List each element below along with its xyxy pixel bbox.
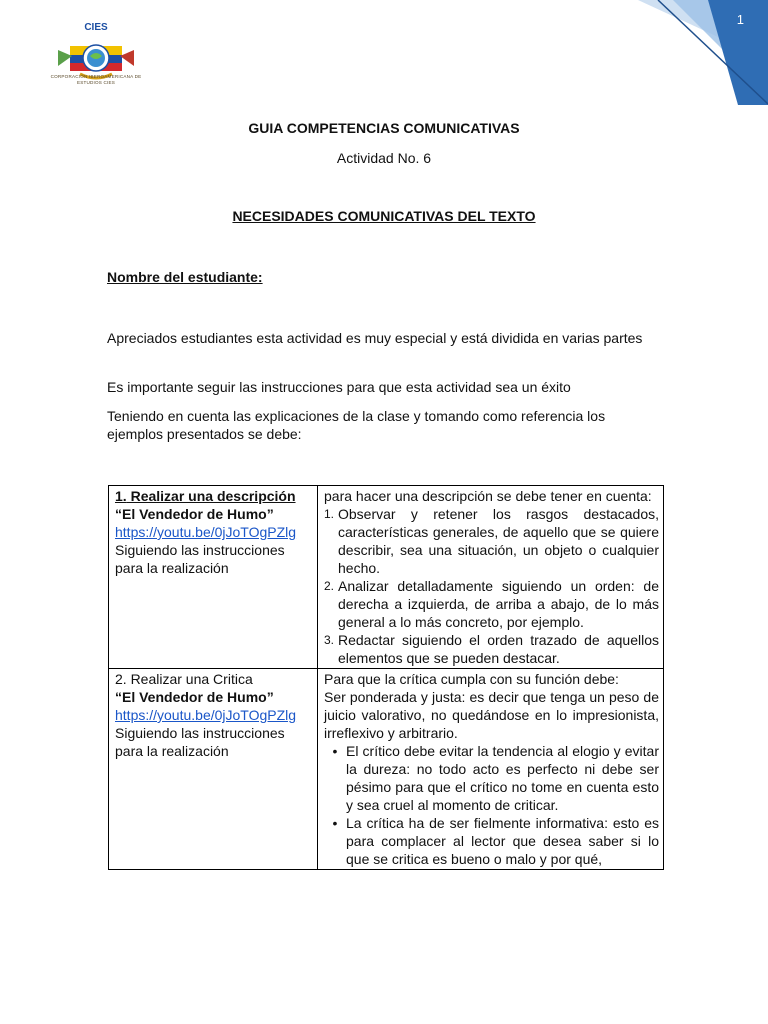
list-item: 1. Observar y retener los rasgos destacados, características generales, de aquello que se quiere describir, sea una situación, un objeto o cualquier hecho.: [324, 506, 659, 576]
corner-decoration: [618, 0, 768, 105]
intro-paragraph: Apreciados estudiantes esta actividad es muy especial y está dividida en varias partes: [107, 330, 643, 346]
task-title: Realizar una descripción: [126, 488, 296, 504]
activity-number: Actividad No. 6: [336, 150, 432, 166]
logo-text: CIES: [84, 22, 108, 33]
task-instructions: Siguiendo las instrucciones para la realización: [115, 542, 285, 576]
guidance-intro: para hacer una descripción se debe tener en cuenta:: [324, 488, 652, 504]
bullet-icon: •: [332, 743, 338, 759]
video-link[interactable]: https://youtu.be/0jJoTOgPZlg: [115, 707, 297, 723]
guidance-intro: Para que la crítica cumpla con su función debe:: [324, 671, 619, 687]
logo-caption: CORPORACIÓN IBEROAMERICANA DE ESTUDIOS CIES: [50, 74, 142, 85]
list-item: 3. Redactar siguiendo el orden trazado de aquellos elementos que se pueden destacar.: [324, 632, 659, 666]
list-item: 2. Analizar detalladamente siguiendo un orden: de derecha a izquierda, de arriba a abajo, de lo más general a lo más concreto, por ejemplo.: [324, 578, 659, 630]
task-cell: [109, 486, 318, 669]
table-row: [109, 486, 664, 669]
guidance-cell: [318, 486, 664, 669]
task-title: 2. Realizar una Critica: [115, 671, 253, 687]
reference-paragraph: Teniendo en cuenta las explicaciones de la clase y tomando como referencia los ejemplos presentados se debe:: [107, 408, 606, 442]
page-number: 1: [736, 12, 744, 27]
document-subtitle: NECESIDADES COMUNICATIVAS DEL TEXTO: [232, 208, 536, 224]
bullet-icon: •: [332, 815, 338, 831]
film-title: “El Vendedor de Humo”: [115, 689, 274, 705]
list-item: • El crítico debe evitar la tendencia al elogio y evitar la dureza: no todo acto es perfecto ni debe ser pésimo para que el crítico no tome en cuenta esto y sea cruel al momento de criticar.: [324, 742, 659, 814]
guidance-lead: Ser ponderada y justa: es decir que tenga un peso de juicio valorativo, no quedándose en lo impresionista, irreflexivo y arbitrario.: [324, 689, 659, 741]
activity-table: [108, 485, 664, 870]
list-item: • La crítica ha de ser fielmente informativa: esto es para complacer al lector que desea saber si lo que se critica es bueno o malo y por qué,: [324, 814, 659, 868]
table-row: [109, 669, 664, 870]
guidance-cell: [318, 669, 664, 870]
instructions-paragraph: Es importante seguir las instrucciones para que esta actividad sea un éxito: [107, 379, 571, 395]
document-title: GUIA COMPETENCIAS COMUNICATIVAS: [248, 120, 520, 136]
task-instructions: Siguiendo las instrucciones para la realización: [115, 725, 285, 759]
task-number: 1.: [115, 488, 127, 504]
task-cell: [109, 669, 318, 870]
video-link[interactable]: https://youtu.be/0jJoTOgPZlg: [115, 524, 297, 540]
film-title: “El Vendedor de Humo”: [115, 506, 274, 522]
student-name-label: Nombre del estudiante:: [107, 269, 263, 285]
